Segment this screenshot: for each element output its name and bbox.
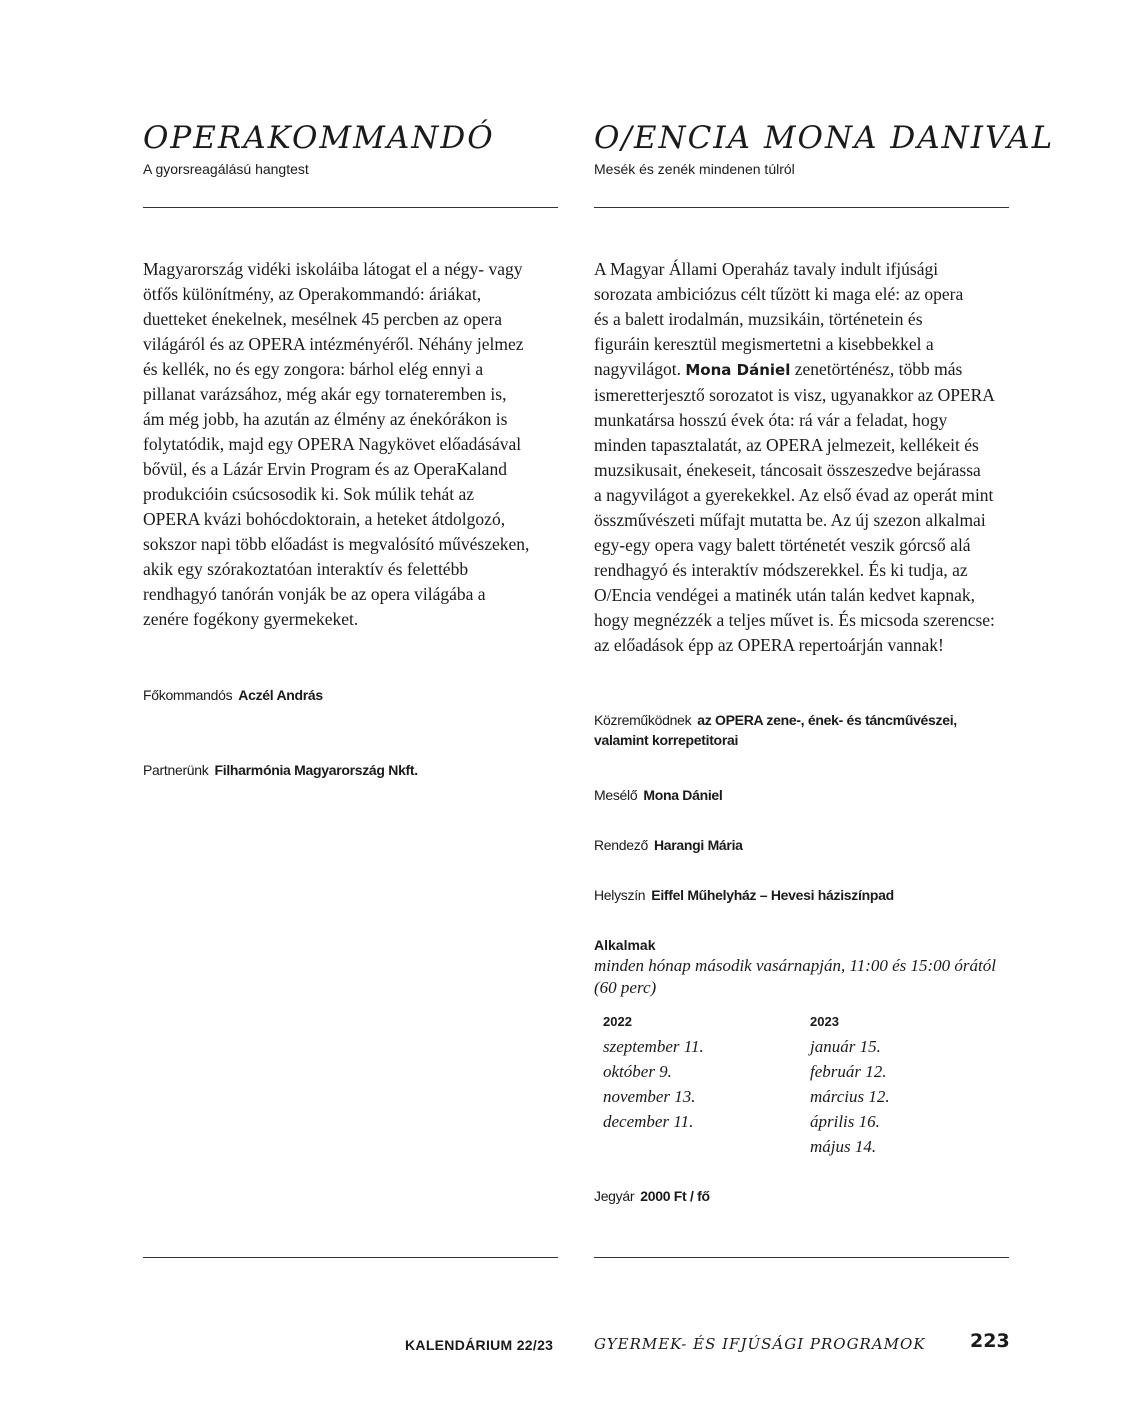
date-item: november 13. (603, 1087, 696, 1106)
body-line: figuráin keresztül megismertetni a kisebbekkel a (594, 334, 934, 354)
body-line: muzsikusait, énekeseit, táncosait összeszedve bejárassa (594, 460, 981, 480)
body-line: rendhagyó tanórán vonják be az opera világába a (143, 584, 486, 604)
right-credit-narrator (594, 785, 723, 805)
body-line: és kellék, no és egy zongora: bárhol elég ennyi a (143, 359, 484, 379)
body-line: ötfős különítmény, az Operakommandó: áriákat, (143, 284, 482, 304)
credit-label: Helyszín (594, 887, 646, 903)
dates-2023-list (810, 1034, 890, 1159)
right-credit-performers (594, 710, 957, 750)
body-line: nagyvilágot. Mona Dániel zenetörténész, több más (594, 359, 963, 379)
body-line: A Magyar Állami Operaház tavaly indult ifjúsági (594, 259, 939, 279)
left-bottom-divider (143, 1257, 558, 1258)
credit-value: Eiffel Műhelyház – Hevesi háziszínpad (651, 887, 894, 903)
body-line: rendhagyó és interaktív módszerekkel. És ki tudja, az (594, 560, 968, 580)
body-line: zenére fogékony gyermekeket. (143, 609, 359, 629)
left-body-text (143, 257, 561, 632)
credit-value: Filharmónia Magyarország Nkft. (214, 762, 418, 778)
price-row (594, 1186, 710, 1206)
body-line: akik egy szórakoztatóan interaktív és felettébb (143, 559, 469, 579)
occasions-block (594, 935, 996, 999)
body-line: a nagyvilágot a gyerekekkel. Az első évad az operát mint (594, 485, 994, 505)
right-subtitle: Mesék és zenék mindenen túlról (594, 161, 795, 177)
right-article-header (594, 118, 1055, 178)
left-subtitle: A gyorsreagálású hangtest (143, 161, 309, 177)
body-line: pillanat varázsához, még akár egy tornateremben is, (143, 384, 507, 404)
date-item: szeptember 11. (603, 1037, 704, 1056)
year-2022-label: 2022 (603, 1014, 632, 1029)
dates-2022-list (603, 1034, 704, 1134)
date-item: október 9. (603, 1062, 672, 1081)
body-line: és a balett irodalmán, muzsikáin, történetein és (594, 309, 923, 329)
right-top-divider (594, 207, 1009, 208)
credit-label: Partnerünk (143, 762, 209, 778)
body-line: bővül, és a Lázár Ervin Program és az OperaKaland (143, 459, 507, 479)
occasions-desc-line2: (60 perc) (594, 978, 657, 997)
credit-label: Rendező (594, 837, 648, 853)
left-article-header (143, 118, 558, 178)
credit-label: Közreműködnek (594, 712, 692, 728)
date-item: április 16. (810, 1112, 880, 1131)
credit-value: Mona Dániel (643, 787, 723, 803)
credit-label: Mesélő (594, 787, 638, 803)
occasions-label: Alkalmak (594, 937, 656, 953)
year-2023-label: 2023 (810, 1014, 839, 1029)
body-line: összművészeti műfajt mutatta be. Az új szezon alkalmai (594, 510, 986, 530)
footer-publication: KALENDÁRIUM 22/23 (405, 1337, 554, 1353)
body-line: az előadások épp az OPERA repertoárján vannak! (594, 635, 944, 655)
price-label: Jegyár (594, 1188, 635, 1204)
body-line: minden tapasztalatát, az OPERA jelmezeit, kellékeit és (594, 435, 979, 455)
dates-2023 (810, 1010, 890, 1159)
right-bottom-divider (594, 1257, 1009, 1258)
footer-section: GYERMEK- ÉS IFJÚSÁGI PROGRAMOK (594, 1335, 926, 1353)
body-line: ismeretterjesztő sorozatot is visz, ugyanakkor az OPERA (594, 385, 995, 405)
body-line: duetteket énekelnek, mesélnek 45 percben az opera (143, 309, 503, 329)
body-line: hogy megnézzék a teljes művet is. És micsoda szerencse: (594, 610, 995, 630)
dates-2022 (603, 1010, 704, 1134)
price-value: 2000 Ft / fő (640, 1188, 710, 1204)
body-line: folytatódik, majd egy OPERA Nagykövet előadásával (143, 434, 522, 454)
date-item: január 15. (810, 1037, 881, 1056)
body-line: ám még jobb, ha azután az élmény az énekórákon is (143, 409, 508, 429)
body-line: munkatársa hosszú évek óta: rá vár a feladat, hogy (594, 410, 948, 430)
right-title: O/ENCIA MONA DANIVAL (594, 120, 1055, 156)
left-title: OPERAKOMMANDÓ (143, 120, 495, 156)
date-item: március 12. (810, 1087, 890, 1106)
occasions-desc-line1: minden hónap második vasárnapján, 11:00 és 15:00 órától (594, 956, 996, 975)
body-line: OPERA kvázi bohócdoktorain, a heteket átdolgozó, (143, 509, 506, 529)
credit-value: az OPERA zene-, ének- és táncművészei, (697, 712, 957, 728)
body-line: produkcióin csúcsosodik ki. Sok múlik tehát az (143, 484, 474, 504)
body-line: sokszor napi több előadást is megvalósító művészeken, (143, 534, 530, 554)
right-credit-director (594, 835, 743, 855)
body-line: O/Encia vendégei a matinék után talán kedvet kapnak, (594, 585, 975, 605)
date-item: december 11. (603, 1112, 694, 1131)
page-number: 223 (970, 1330, 1010, 1352)
left-top-divider (143, 207, 558, 208)
date-item: február 12. (810, 1062, 887, 1081)
body-line: világáról és az OPERA intézményéről. Néhány jelmez (143, 334, 524, 354)
body-line: sorozata ambiciózus célt tűzött ki maga elé: az opera (594, 284, 964, 304)
body-line: Magyarország vidéki iskoláiba látogat el a négy- vagy (143, 259, 523, 279)
credit-value: Aczél András (238, 687, 323, 703)
date-item: május 14. (810, 1137, 877, 1156)
left-credit-partner (143, 760, 418, 780)
credit-label: Főkommandós (143, 687, 233, 703)
left-credit-lead (143, 685, 323, 705)
credit-value: Harangi Mária (653, 837, 743, 853)
right-body-text (594, 257, 1012, 658)
right-credit-venue (594, 885, 894, 905)
body-line: egy-egy opera vagy balett történetét veszik górcső alá (594, 535, 971, 555)
credit-value-continued: valamint korrepetitorai (594, 732, 739, 748)
